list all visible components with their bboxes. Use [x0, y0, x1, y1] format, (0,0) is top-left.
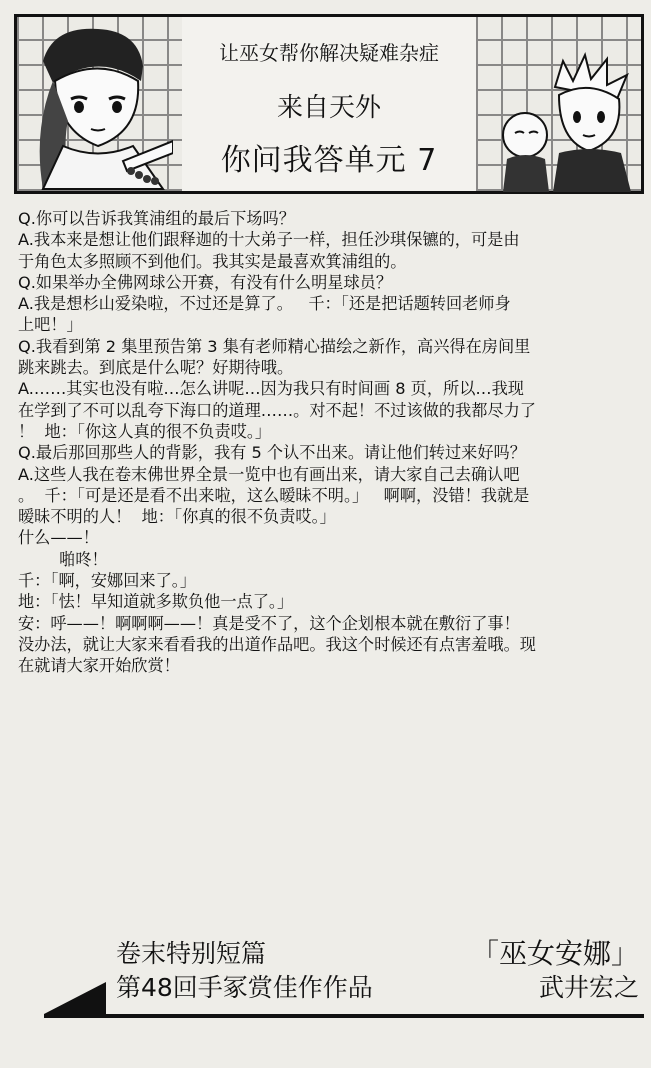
- text-line: 在学到了不可以乱夸下海口的道理……。对不起！不过该做的我都尽力了: [18, 400, 536, 420]
- header-title-block: [182, 17, 476, 191]
- footer-title-block: [471, 937, 639, 1005]
- footer-caption-line1: 卷末特别短篇: [116, 939, 267, 968]
- author-name: 武井宏之: [538, 973, 639, 1002]
- boys-illustration: [497, 47, 637, 192]
- header-title: 你问我答单元 7: [220, 143, 438, 178]
- text-line: 安：呼——！啊啊啊——！真是受不了，这个企划根本就在敷衍了事！: [18, 613, 520, 633]
- text-line: 千：「啊，安娜回来了。」: [18, 571, 197, 591]
- text-line: 上吧！」: [18, 315, 83, 335]
- footer-rule: [44, 1014, 644, 1018]
- header-panel: [14, 14, 644, 194]
- header-tagline: 来自天外: [276, 93, 381, 123]
- story-title: 「巫女安娜」: [470, 937, 639, 970]
- text-line: 暧昧不明的人！ 地：「你真的很不负责哎。」: [18, 507, 336, 527]
- text-line: 跳来跳去。到底是什么呢？好期待哦。: [18, 358, 294, 378]
- text-line: Q.如果举办全佛网球公开赛，有没有什么明星球员？: [18, 272, 393, 292]
- text-line: 什么——！: [18, 528, 99, 548]
- qa-text-body: [18, 208, 640, 677]
- text-line: A.这些人我在卷末佛世界全景一览中也有画出来，请大家自己去确认吧: [18, 464, 520, 484]
- text-line: A.我是想杉山爱染啦，不过还是算了。 千：「还是把话题转回老师身: [18, 294, 511, 314]
- text-line: A.……其实也没有啦…怎么讲呢…因为我只有时间画 8 页，所以…我现: [18, 379, 524, 399]
- footer-wedge-decoration: [44, 982, 106, 1014]
- text-line: Q.最后那回那些人的背影，我有 5 个认不出来。请让他们转过来好吗？: [18, 443, 526, 463]
- text-line: Q.我看到第 2 集里预告第 3 集有老师精心描绘之新作，高兴得在房间里: [18, 336, 531, 356]
- text-line: A.我本来是想让他们跟释迦的十大弟子一样，担任沙琪保镳的，可是由: [18, 230, 520, 250]
- text-line: Q.你可以告诉我箕浦组的最后下场吗？: [18, 209, 295, 228]
- header-subtitle: 让巫女帮你解决疑难杂症: [219, 41, 439, 65]
- footer-caption-line2: 第48回手冢赏佳作作品: [116, 973, 373, 1002]
- footer-caption: [116, 937, 373, 1005]
- text-line: 在就请大家开始欣赏！: [18, 656, 180, 676]
- text-line: ！ 地：「你这人真的很不负责哎。」: [18, 421, 272, 441]
- text-line: 没办法，就让大家来看看我的出道作品吧。我这个时候还有点害羞哦。现: [18, 634, 536, 654]
- shrine-maiden-illustration: [23, 21, 173, 191]
- text-line: 于角色太多照顾不到他们。我其实是最喜欢箕浦组的。: [18, 251, 407, 271]
- text-line: 。 千：「可是还是看不出来啦，这么暧昧不明。」 啊啊，没错！我就是: [18, 485, 530, 505]
- text-line: 啪咚！: [18, 549, 108, 569]
- text-line: 地：「怯！早知道就多欺负他一点了。」: [18, 592, 294, 612]
